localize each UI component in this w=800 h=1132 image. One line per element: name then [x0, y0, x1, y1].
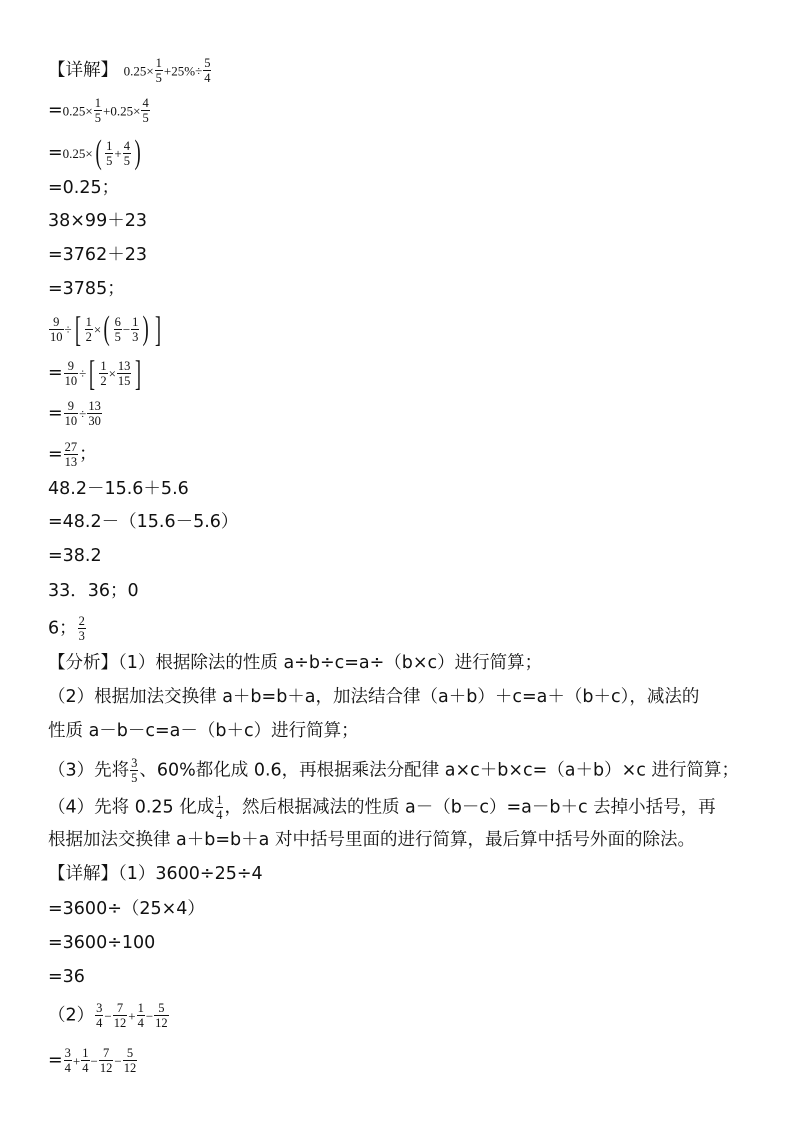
left-paren: (: [95, 134, 102, 171]
answer-line: [48, 614, 87, 643]
plus-sign: +: [128, 1008, 136, 1024]
line-detail-heading-1: [48, 56, 212, 85]
equals-sign: =: [48, 143, 63, 163]
answer-text: 6；: [48, 618, 77, 639]
line-step: =3600÷（25×4）: [48, 899, 205, 919]
expr-text: 0.25×: [62, 103, 93, 119]
left-paren: (: [103, 310, 111, 347]
answer-line: 33．36；0: [48, 581, 139, 601]
divide-sign: ÷: [79, 406, 87, 422]
equals-sign: =: [48, 403, 63, 424]
fraction: $\frac{5}{4}$: [204, 56, 211, 85]
fraction: $\frac{1}{5}$: [106, 138, 113, 168]
analysis-line: [48, 756, 739, 785]
line-step: [48, 440, 97, 469]
left-bracket: [: [74, 309, 81, 349]
line-step: =48.2－（15.6－5.6）: [48, 512, 239, 532]
fraction: $\frac{7}{12}$: [113, 1001, 127, 1030]
fraction: $\frac{1}{2}$: [100, 358, 107, 388]
divide-sign: ÷: [64, 322, 72, 337]
analysis-text: ，然后根据减法的性质 a－（b－c）=a－b＋c 去掉小括号，再: [224, 797, 716, 818]
minus-sign: −: [145, 1008, 154, 1024]
times-sign: ×: [93, 322, 102, 337]
analysis-line: 根据加法交换律 a＋b=b＋a 对中括号里面的进行简算，最后算中括号外面的除法。: [48, 830, 695, 850]
plus-sign: +: [114, 146, 122, 161]
fraction: $\frac{7}{12}$: [99, 1046, 113, 1075]
line-step: [48, 96, 151, 125]
equals-sign: =: [48, 1050, 63, 1071]
plus-sign: +: [72, 1053, 81, 1069]
analysis-line: 【分析】（1）根据除法的性质 a÷b÷c=a÷（b×c）进行简算；: [48, 653, 543, 673]
line-step: [48, 399, 103, 428]
fraction: $\frac{1}{5}$: [94, 96, 102, 125]
fraction: $\frac{1}{2}$: [85, 314, 92, 344]
fraction: $\frac{13}{30}$: [88, 399, 101, 428]
item-number: （2）: [48, 1005, 95, 1026]
line-step: [48, 136, 143, 170]
fraction: $\frac{1}{5}$: [155, 56, 162, 85]
fraction: $\frac{1}{4}$: [216, 793, 223, 822]
fraction: $\frac{2}{3}$: [78, 614, 85, 643]
fraction: $\frac{3}{4}$: [96, 1001, 103, 1030]
fraction: $\frac{9}{10}$: [64, 358, 78, 388]
left-bracket: [: [89, 353, 96, 393]
fraction: $\frac{1}{4}$: [137, 1001, 144, 1030]
right-paren: ): [142, 310, 150, 347]
fraction: $\frac{5}{12}$: [123, 1046, 137, 1075]
line-step: =3600÷100: [48, 933, 156, 953]
analysis-text: 、60%都化成 0.6，再根据乘法分配律 a×c＋b×c=（a＋b）×c 进行简算；: [139, 760, 739, 781]
detail-label: 【详解】: [48, 60, 118, 81]
expr-text: 0.25×: [62, 146, 93, 161]
line-step: 48.2－15.6＋5.6: [48, 479, 189, 499]
right-paren: ): [134, 134, 141, 171]
fraction: $\frac{4}{5}$: [123, 138, 130, 168]
fraction: $\frac{9}{10}$: [50, 314, 63, 344]
line-step: =3785；: [48, 279, 125, 299]
fraction: $\frac{5}{12}$: [155, 1001, 168, 1030]
fraction: $\frac{1}{3}$: [132, 314, 139, 344]
analysis-text: （4）先将 0.25 化成: [48, 797, 215, 818]
analysis-line: [48, 793, 716, 822]
expr-text: 0.25×: [123, 63, 154, 79]
fraction: $\frac{3}{5}$: [131, 756, 138, 785]
analysis-text: （3）先将: [48, 760, 130, 781]
line-step: [48, 309, 164, 349]
line-step: 38×99＋23: [48, 211, 147, 231]
fraction: $\frac{4}{5}$: [142, 96, 149, 125]
line-step: =36: [48, 967, 85, 987]
minus-sign: −: [114, 1053, 122, 1069]
line-step: [48, 353, 144, 393]
semicolon: ；: [79, 444, 97, 465]
expr-text: +25%÷: [163, 63, 203, 79]
fraction: $\frac{1}{4}$: [82, 1046, 89, 1075]
line-step: =38.2: [48, 546, 102, 566]
right-bracket: ]: [135, 353, 142, 393]
minus-sign: −: [122, 322, 131, 337]
fraction: $\frac{27}{13}$: [64, 440, 78, 469]
analysis-line: 性质 a－b－c=a－（b＋c）进行简算；: [48, 721, 359, 741]
equals-sign: =: [48, 100, 63, 121]
equals-sign: =: [48, 363, 63, 383]
fraction: $\frac{13}{15}$: [117, 358, 131, 388]
equals-sign: =: [48, 444, 63, 465]
minus-sign: −: [90, 1053, 98, 1069]
detail-heading-2: 【详解】（1）3600÷25÷4: [48, 864, 263, 884]
times-sign: ×: [108, 366, 116, 381]
expr-text: +0.25×: [103, 103, 141, 119]
line-step: =3762＋23: [48, 245, 147, 265]
right-bracket: ]: [154, 309, 161, 349]
fraction: $\frac{3}{4}$: [64, 1046, 71, 1075]
fraction: $\frac{6}{5}$: [114, 314, 121, 344]
minus-sign: −: [104, 1008, 112, 1024]
fraction: $\frac{9}{10}$: [64, 399, 78, 428]
line-step: [48, 1046, 138, 1075]
analysis-line: （2）根据加法交换律 a＋b=b＋a，加法结合律（a＋b）＋c=a＋（b＋c），减法的: [48, 687, 700, 707]
divide-sign: ÷: [79, 366, 87, 381]
line-step: [48, 1001, 170, 1030]
line-step: =0.25；: [48, 178, 120, 198]
